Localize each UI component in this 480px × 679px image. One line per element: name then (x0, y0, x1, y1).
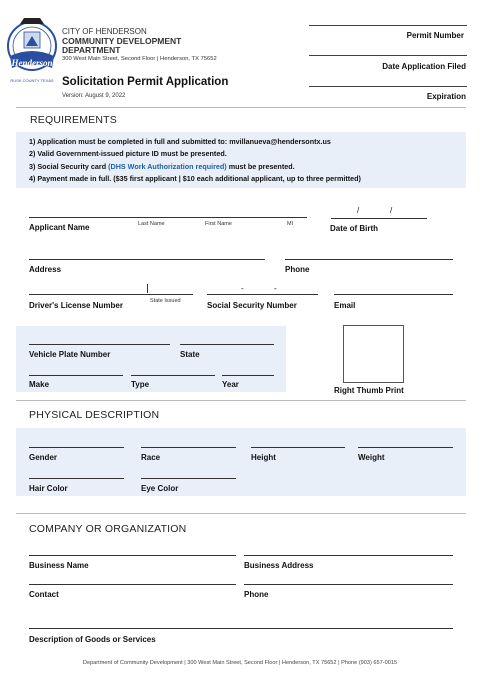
gender-label: Gender (29, 453, 58, 462)
drivers-license-field[interactable] (29, 294, 193, 295)
applicant-name-label: Applicant Name (29, 223, 90, 232)
svg-text:Henderson: Henderson (11, 58, 53, 68)
contact-label: Contact (29, 590, 59, 599)
gender-field[interactable] (29, 447, 124, 448)
requirement-3-suffix: must be presented. (226, 162, 295, 171)
email-label: Email (334, 301, 356, 310)
business-name-field[interactable] (29, 555, 236, 556)
middle-initial-hint: MI (287, 221, 294, 227)
requirements-heading: REQUIREMENTS (30, 114, 117, 126)
date-of-birth-field[interactable] (331, 218, 427, 219)
form-version: Version: August 9, 2022 (62, 93, 126, 99)
expiration-line[interactable] (309, 86, 467, 87)
thumb-print-label: Right Thumb Print (334, 386, 404, 395)
goods-description-field[interactable] (29, 628, 453, 629)
permit-number-line[interactable] (309, 25, 467, 26)
requirement-3-highlight: (DHS Work Authorization required) (108, 162, 227, 171)
phone-field[interactable] (285, 259, 453, 260)
vehicle-type-field[interactable] (131, 375, 215, 376)
dob-slash-2: / (390, 206, 393, 215)
svg-text:RUSK COUNTY TEXAS: RUSK COUNTY TEXAS (10, 78, 54, 83)
date-of-birth-label: Date of Birth (330, 224, 378, 233)
company-phone-label: Phone (244, 590, 269, 599)
eye-color-field[interactable] (141, 478, 236, 479)
address-label: Address (29, 265, 62, 274)
city-seal-logo (6, 12, 58, 96)
thumb-print-box[interactable] (343, 325, 404, 383)
height-label: Height (251, 453, 276, 462)
eye-color-label: Eye Color (141, 484, 179, 493)
goods-description-label: Description of Goods or Services (29, 635, 156, 644)
vehicle-plate-label: Vehicle Plate Number (29, 350, 111, 359)
hair-color-field[interactable] (29, 478, 124, 479)
weight-label: Weight (358, 453, 385, 462)
vehicle-type-label: Type (131, 380, 150, 389)
vehicle-year-label: Year (222, 380, 239, 389)
phone-label: Phone (285, 265, 310, 274)
vehicle-year-field[interactable] (222, 375, 274, 376)
department-line-1: COMMUNITY DEVELOPMENT (62, 36, 182, 46)
vehicle-state-label: State (180, 350, 200, 359)
vehicle-make-field[interactable] (29, 375, 123, 376)
date-filed-label: Date Application Filed (382, 62, 466, 71)
business-name-label: Business Name (29, 561, 89, 570)
city-name: CITY OF HENDERSON (62, 27, 147, 36)
hair-color-label: Hair Color (29, 484, 68, 493)
address-field[interactable] (29, 259, 265, 260)
state-issued-hint: State Issued (150, 298, 181, 304)
ssn-dash-2: - (274, 284, 277, 293)
dob-slash-1: / (357, 206, 360, 215)
company-heading: COMPANY OR ORGANIZATION (29, 523, 187, 535)
company-divider (16, 513, 466, 514)
ssn-dash-1: - (241, 284, 244, 293)
requirement-3 (29, 162, 295, 171)
requirement-3-prefix: 3) Social Security card (29, 162, 109, 171)
form-title: Solicitation Permit Application (62, 76, 229, 88)
last-name-hint: Last Name (138, 221, 165, 227)
physical-divider (16, 400, 466, 401)
ssn-label: Social Security Number (207, 301, 297, 310)
business-address-label: Business Address (244, 561, 314, 570)
department-line-2: DEPARTMENT (62, 45, 121, 55)
vehicle-state-field[interactable] (180, 344, 274, 345)
vehicle-panel (16, 326, 286, 392)
drivers-license-label: Driver's License Number (29, 301, 123, 310)
ssn-field[interactable] (207, 294, 318, 295)
race-field[interactable] (141, 447, 236, 448)
company-phone-field[interactable] (244, 584, 453, 585)
vehicle-plate-field[interactable] (29, 344, 170, 345)
permit-number-label: Permit Number (406, 31, 464, 40)
height-field[interactable] (251, 447, 345, 448)
business-address-field[interactable] (244, 555, 453, 556)
dl-separator (147, 284, 148, 293)
physical-panel (16, 428, 466, 496)
requirement-4: 4) Payment made in full. ($35 first applicant | $10 each additional applicant, up to three permitted) (29, 174, 361, 183)
email-field[interactable] (334, 294, 453, 295)
requirement-2: 2) Valid Government-issued picture ID must be presented. (29, 149, 227, 158)
weight-field[interactable] (358, 447, 453, 448)
applicant-name-field[interactable] (29, 217, 307, 218)
first-name-hint: First Name (205, 221, 232, 227)
physical-heading: PHYSICAL DESCRIPTION (29, 409, 160, 421)
expiration-label: Expiration (426, 92, 466, 101)
vehicle-make-label: Make (29, 380, 50, 389)
date-filed-line[interactable] (309, 55, 467, 56)
header-divider (16, 107, 466, 108)
requirement-1: 1) Application must be completed in full and submitted to: mvillanueva@hendersontx.us (29, 137, 331, 146)
department-address: 300 West Main Street, Second Floor | Henderson, TX 75652 (62, 56, 217, 62)
contact-field[interactable] (29, 584, 236, 585)
race-label: Race (141, 453, 161, 462)
page-footer: Department of Community Development | 300 West Main Street, Second Floor | Henderson, TX 75652 | Phone (903) 657-0015 (82, 660, 398, 666)
